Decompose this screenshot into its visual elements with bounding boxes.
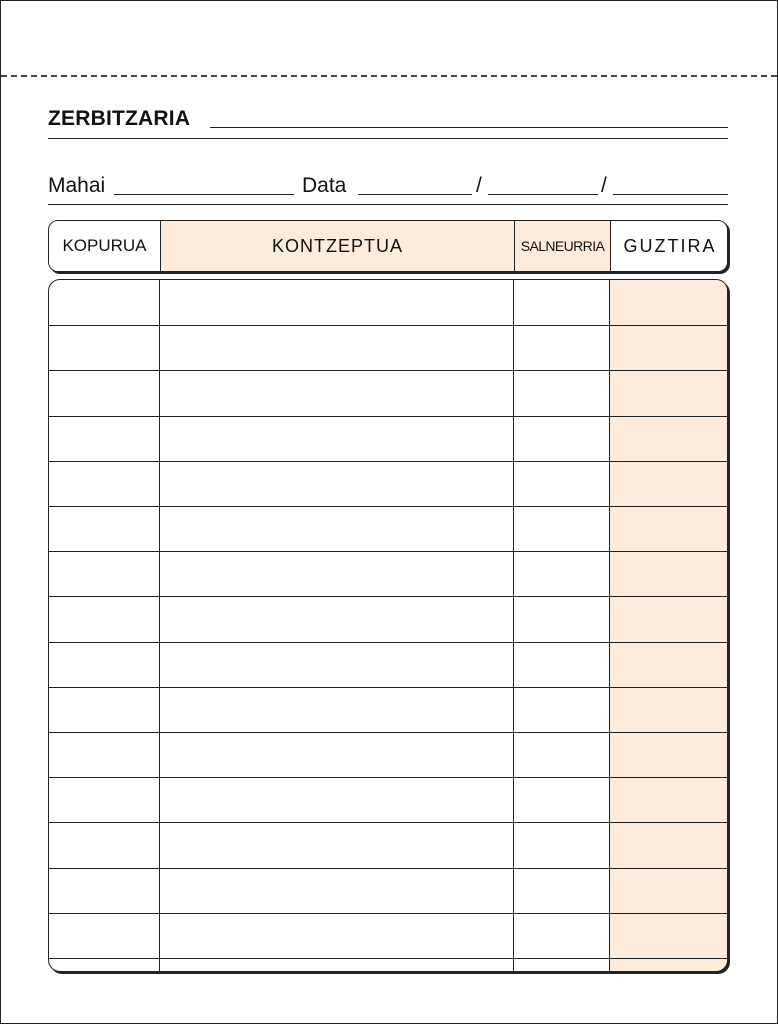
date-month-line[interactable] bbox=[488, 194, 598, 195]
waiter-underline bbox=[48, 138, 728, 139]
row-line bbox=[49, 958, 727, 959]
waiter-label: ZERBITZARIA bbox=[48, 107, 191, 130]
waiter-write-line[interactable] bbox=[210, 127, 728, 128]
row-line bbox=[49, 732, 727, 733]
row-line bbox=[49, 551, 727, 552]
row-line bbox=[49, 822, 727, 823]
row-line bbox=[49, 461, 727, 462]
row-line bbox=[49, 325, 727, 326]
perforation-line bbox=[1, 75, 777, 77]
row-line bbox=[49, 868, 727, 869]
row-line bbox=[49, 596, 727, 597]
row-line bbox=[49, 913, 727, 914]
date-day-line[interactable] bbox=[358, 194, 472, 195]
table-header bbox=[48, 220, 728, 272]
row-line bbox=[49, 416, 727, 417]
row-line bbox=[49, 687, 727, 688]
date-label: Data bbox=[302, 174, 347, 197]
date-underline bbox=[48, 204, 728, 205]
row-line bbox=[49, 777, 727, 778]
column-header-quantity: KOPURUA bbox=[49, 221, 160, 271]
table-body bbox=[48, 279, 728, 972]
date-separator-2: / bbox=[601, 174, 607, 197]
row-line bbox=[49, 642, 727, 643]
date-year-line[interactable] bbox=[613, 194, 728, 195]
row-line bbox=[49, 370, 727, 371]
table-number-line[interactable] bbox=[114, 194, 294, 195]
column-header-concept: KONTZEPTUA bbox=[160, 221, 514, 271]
table-label: Mahai bbox=[48, 174, 106, 197]
column-header-unit-price: SALNEURRIA bbox=[514, 221, 610, 271]
date-separator-1: / bbox=[476, 174, 482, 197]
column-header-total: GUZTIRA bbox=[610, 221, 728, 271]
row-line bbox=[49, 506, 727, 507]
table-date-row bbox=[48, 171, 728, 201]
waiter-row bbox=[48, 105, 728, 135]
